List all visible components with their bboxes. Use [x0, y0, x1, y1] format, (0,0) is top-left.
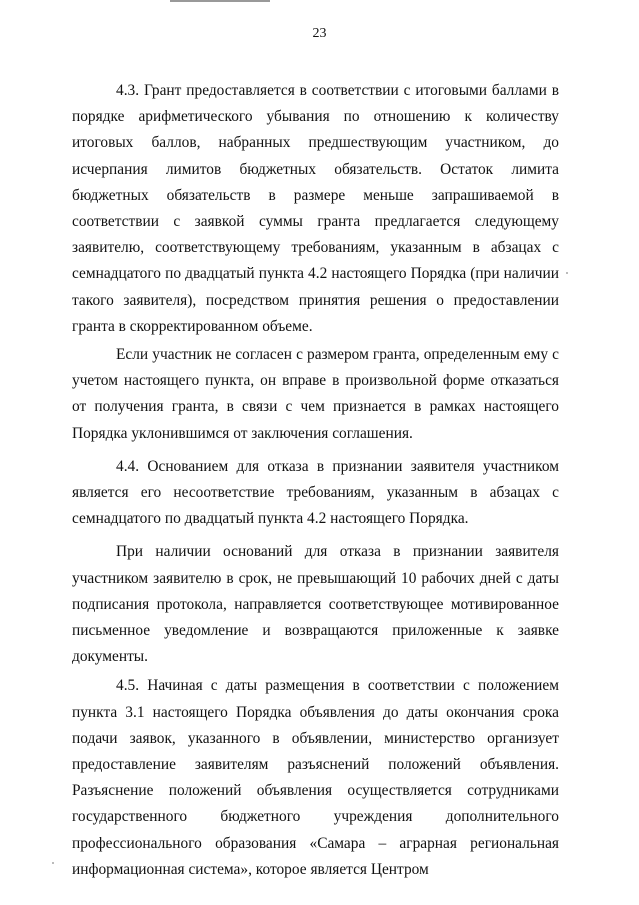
- paragraph-refusal-notice: При наличии оснований для отказа в признании заявителя участником заявителю в срок, не превышающий 10 рабочих дней с даты подписания протокола, направляется соответствующее мотивированное письменное уведомление и возвращаются приложенные к заявке документы.: [72, 543, 559, 666]
- paragraph-4-3: 4.3. Грант предоставляется в соответствии с итоговыми баллами в порядке арифметического убывания по отношению к количеству итоговых баллов, набранных предшествующим участником, до исчерпания лимитов бюджетных обязательств. Остаток лимита бюджетных обязательств в размере меньше запрашиваемой в соответствии с заявкой суммы гранта предлагается следующему заявителю, соответствующему требованиям, указанным в абзацах с семнадцатого по двадцатый пункта 4.2 настоящего Порядка (при наличии такого заявителя), посредством принятия решения о предоставлении гранта в скорректированном объеме.: [72, 82, 559, 335]
- paragraph-grant-refusal: Если участник не согласен с размером гранта, определенным ему с учетом настоящего пункта, он вправе в произвольной форме отказаться от получения гранта, в связи с чем признается в рамках настоящего Порядка уклонившимся от заключения соглашения.: [72, 346, 559, 442]
- scan-speck: [566, 272, 568, 274]
- scan-speck: [52, 862, 54, 864]
- paragraph-4-4: 4.4. Основанием для отказа в признании заявителя участником является его несоответствие требованиям, указанным в абзацах с семнадцатого по двадцатый пункта 4.2 настоящего Порядка.: [72, 457, 559, 528]
- document-body: [72, 78, 559, 885]
- scan-edge-mark: [170, 0, 270, 2]
- page-number: 23: [312, 26, 327, 41]
- paragraph-4-5: 4.5. Начиная с даты размещения в соответствии с положением пункта 3.1 настоящего Порядка объявления до даты окончания срока подачи заявок, указанного в объявлении, министерство организует предоставление заявителям разъяснений положений объявления. Разъяснение положений объявления осуществляется сотрудниками государственного бюджетного учреждения дополнительного профессионального образования «Самара – аграрная региональная информационная система», которое является Центром: [72, 677, 559, 878]
